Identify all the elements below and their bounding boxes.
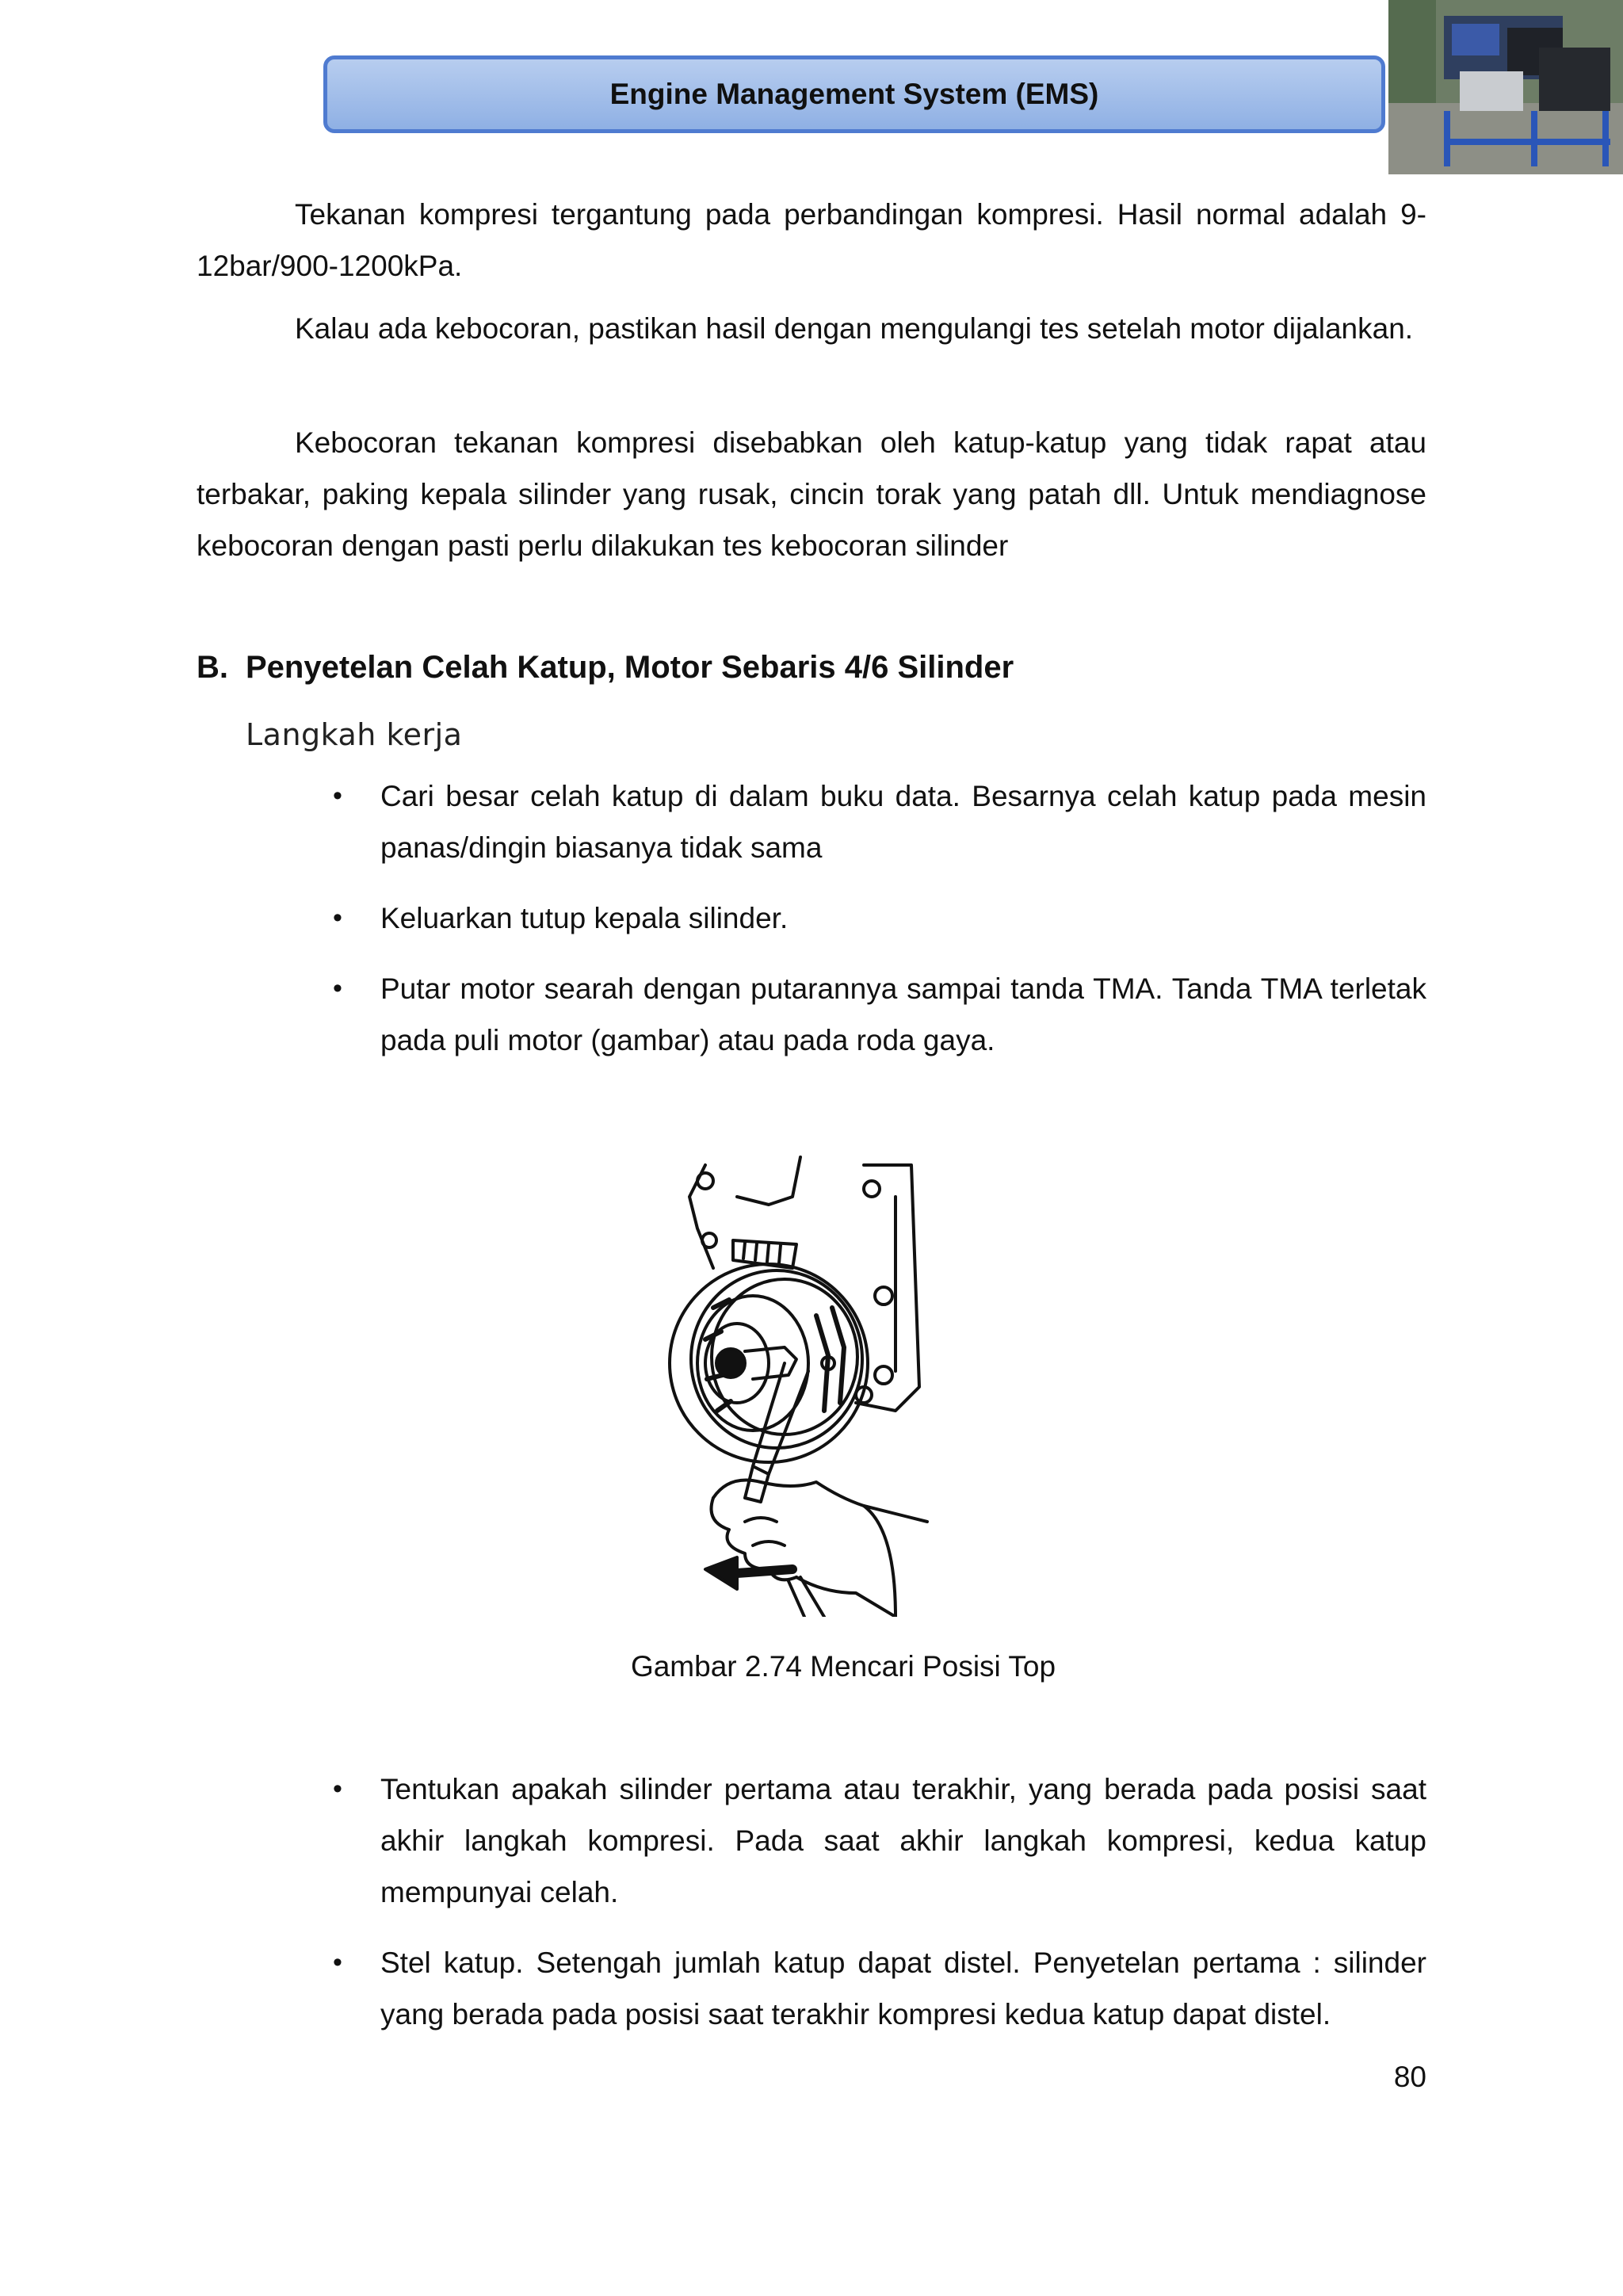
list-item (333, 963, 1426, 1066)
bullet-dot: • (333, 903, 342, 933)
list-item (333, 770, 1426, 873)
section-subtitle: Langkah kerja (246, 717, 463, 752)
paragraph-leak-retest: Kalau ada kebocoran, pastikan hasil dengan mengulangi tes setelah motor dijalankan. (295, 312, 1414, 345)
list-item (333, 1937, 1426, 2040)
bullet-dot: • (333, 1774, 342, 1804)
bullet-dot: • (333, 781, 342, 811)
section-title: Penyetelan Celah Katup, Motor Sebaris 4/6 Silinder (246, 650, 1014, 685)
list-item-text: Stel katup. Setengah jumlah katup dapat distel. Penyetelan pertama : silinder yang berada pada posisi saat terakhir kompresi kedua katup dapat distel. (380, 1946, 1426, 2030)
header-title-bar (323, 55, 1385, 133)
list-item (333, 1763, 1426, 1918)
header-title: Engine Management System (EMS) (609, 78, 1099, 110)
list-item (333, 892, 1426, 944)
page-number: 80 (1393, 2061, 1426, 2093)
paragraph-compression-pressure: Tekanan kompresi tergantung pada perbandingan kompresi. Hasil normal adalah 9-12bar/900-1200kPa. (197, 198, 1426, 282)
bullet-dot: • (333, 973, 342, 1003)
bullet-dot: • (333, 1947, 342, 1977)
list-item-text: Putar motor searah dengan putarannya sampai tanda TMA. Tanda TMA terletak pada puli motor (gambar) atau pada roda gaya. (380, 972, 1426, 1056)
paragraph-leak-causes: Kebocoran tekanan kompresi disebabkan oleh katup-katup yang tidak rapat atau terbakar, paking kepala silinder yang rusak, cincin torak yang patah dll. Untuk mendiagnose kebocoran dengan pasti perlu dilakukan tes kebocoran silinder (197, 426, 1426, 562)
engine-stand-photo (1388, 0, 1623, 174)
list-item-text: Tentukan apakah silinder pertama atau terakhir, yang berada pada posisi saat akhir langkah kompresi. Pada saat akhir langkah kompresi, kedua katup mempunyai celah. (380, 1773, 1426, 1908)
figure-caption: Gambar 2.74 Mencari Posisi Top (630, 1650, 1056, 1683)
section-heading (197, 650, 1014, 686)
list-item-text: Keluarkan tutup kepala silinder. (380, 902, 789, 934)
crankshaft-pulley-illustration (658, 1149, 1006, 1617)
section-letter: B. (197, 650, 228, 685)
list-item-text: Cari besar celah katup di dalam buku data. Besarnya celah katup pada mesin panas/dingin biasanya tidak sama (380, 780, 1426, 864)
